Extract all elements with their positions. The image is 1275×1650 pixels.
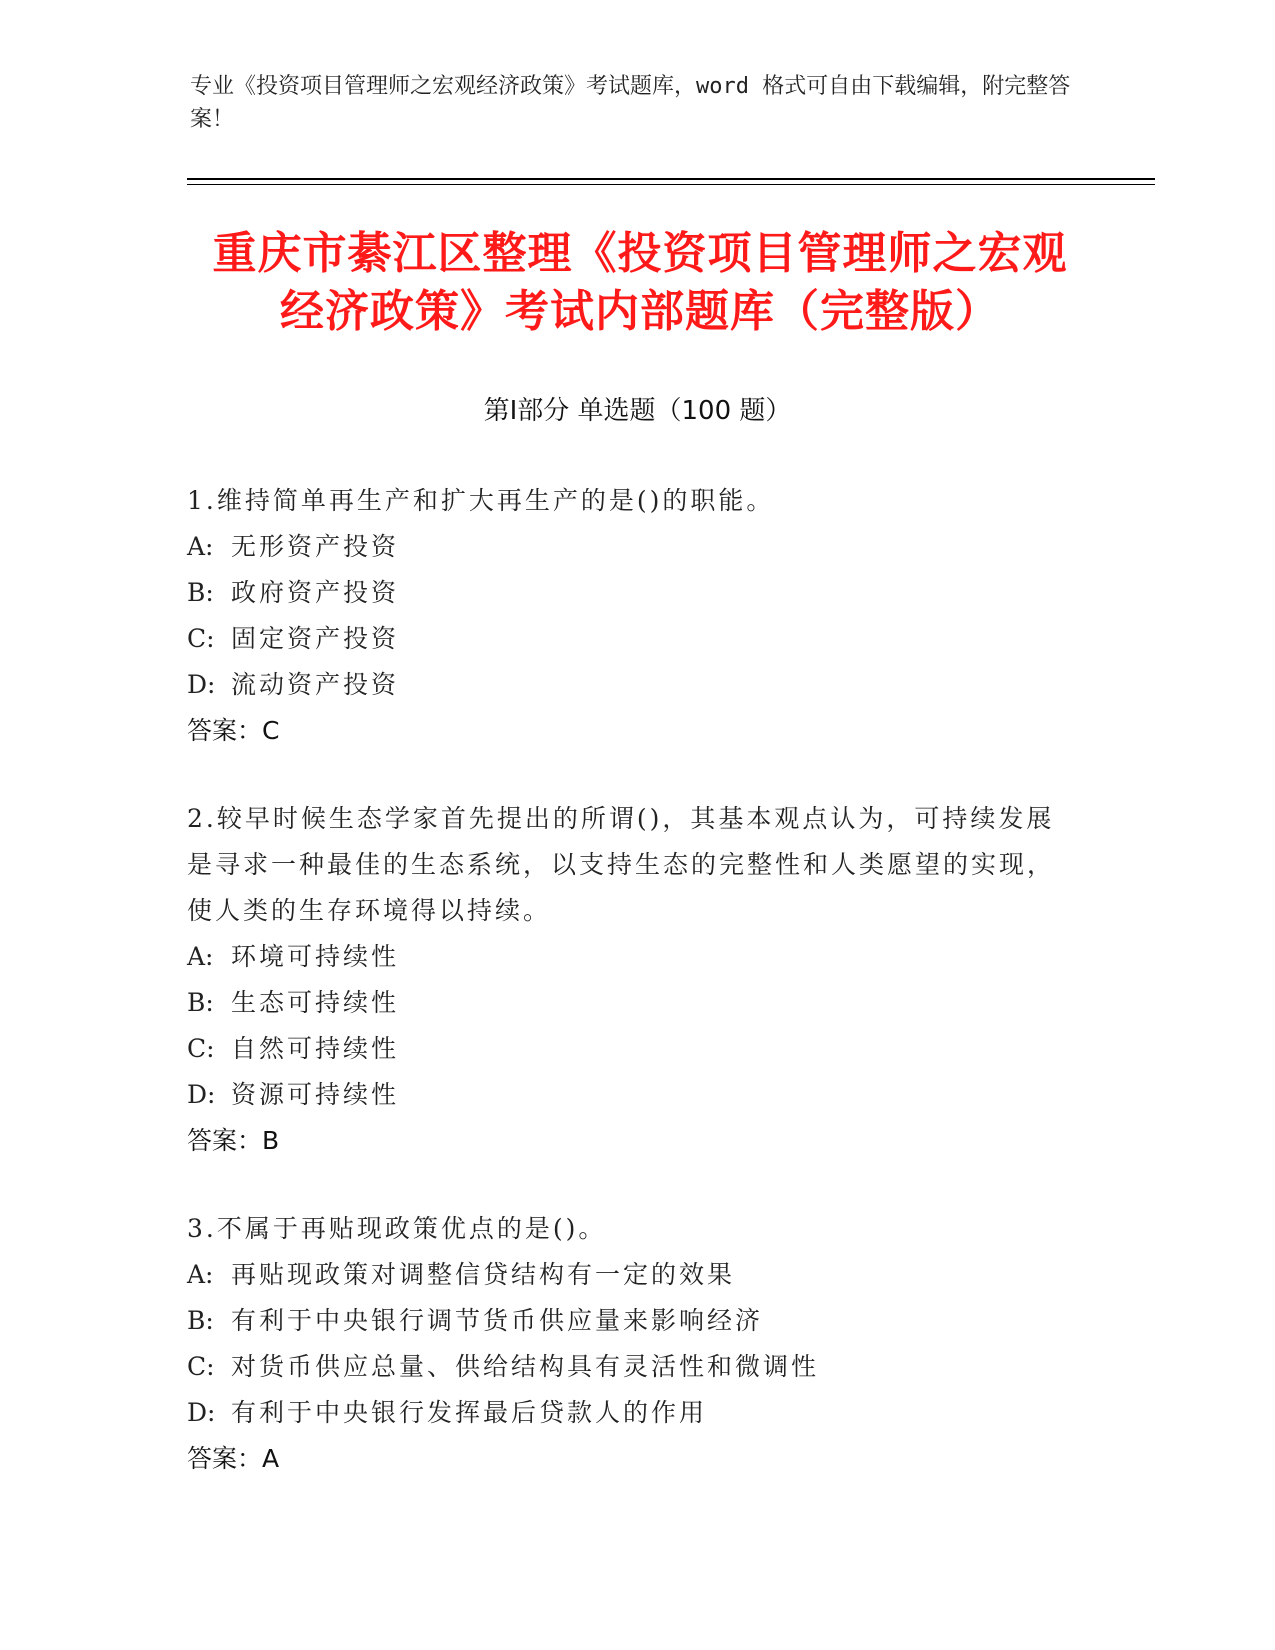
option-c xyxy=(187,1026,1067,1072)
section-title: 第Ⅰ部分 单选题（100 题） xyxy=(483,396,792,426)
option-text: 对货币供应总量、供给结构具有灵活性和微调性 xyxy=(231,1352,820,1381)
option-text: 政府资产投资 xyxy=(231,578,400,607)
option-text: 资源可持续性 xyxy=(231,1080,400,1109)
option-b xyxy=(187,980,1067,1026)
option-label: C: xyxy=(187,1352,215,1381)
option-label: C: xyxy=(187,624,215,653)
option-text: 无形资产投资 xyxy=(231,532,400,561)
option-c xyxy=(187,616,1067,662)
option-a xyxy=(187,1252,1067,1298)
option-d xyxy=(187,662,1067,708)
header-note: 专业《投资项目管理师之宏观经济政策》考试题库，word 格式可自由下载编辑，附完整答案！ xyxy=(190,74,1071,132)
option-text: 再贴现政策对调整信贷结构有一定的效果 xyxy=(231,1260,736,1289)
option-text: 生态可持续性 xyxy=(231,988,400,1017)
option-d xyxy=(187,1072,1067,1118)
option-b xyxy=(187,1298,1067,1344)
question-stem: 1.维持简单再生产和扩大再生产的是()的职能。 xyxy=(187,486,775,515)
option-label: D: xyxy=(187,1398,216,1427)
question-1 xyxy=(187,478,1067,754)
option-label: D: xyxy=(187,670,216,699)
document-title xyxy=(150,225,1130,341)
answer: 答案：C xyxy=(187,716,280,745)
option-label: B: xyxy=(187,578,214,607)
header-rule-thin xyxy=(187,184,1155,185)
answer: 答案：A xyxy=(187,1444,280,1473)
option-text: 固定资产投资 xyxy=(231,624,400,653)
option-label: B: xyxy=(187,1306,214,1335)
question-stem: 3.不属于再贴现政策优点的是()。 xyxy=(187,1214,607,1243)
option-text: 有利于中央银行调节货币供应量来影响经济 xyxy=(231,1306,764,1335)
option-label: B: xyxy=(187,988,214,1017)
answer: 答案：B xyxy=(187,1126,280,1155)
option-label: A: xyxy=(187,1260,214,1289)
header-rule-thick xyxy=(187,178,1155,180)
option-d xyxy=(187,1390,1067,1436)
option-text: 自然可持续性 xyxy=(231,1034,400,1063)
option-text: 有利于中央银行发挥最后贷款人的作用 xyxy=(231,1398,708,1427)
option-c xyxy=(187,1344,1067,1390)
question-3 xyxy=(187,1206,1067,1482)
option-label: D: xyxy=(187,1080,216,1109)
option-text: 流动资产投资 xyxy=(231,670,400,699)
question-2 xyxy=(187,796,1067,1164)
option-text: 环境可持续性 xyxy=(231,942,400,971)
option-a xyxy=(187,524,1067,570)
option-label: A: xyxy=(187,942,214,971)
question-list xyxy=(187,478,1067,1524)
title-line-1: 重庆市綦江区整理《投资项目管理师之宏观 xyxy=(212,228,1068,279)
option-b xyxy=(187,570,1067,616)
option-a xyxy=(187,934,1067,980)
option-label: C: xyxy=(187,1034,215,1063)
option-label: A: xyxy=(187,532,214,561)
question-stem: 2.较早时候生态学家首先提出的所谓()，其基本观点认为，可持续发展是寻求一种最佳的生态系统，以支持生态的完整性和人类愿望的实现，使人类的生存环境得以持续。 xyxy=(187,804,1056,925)
title-line-2: 经济政策》考试内部题库（完整版） xyxy=(280,286,1000,337)
